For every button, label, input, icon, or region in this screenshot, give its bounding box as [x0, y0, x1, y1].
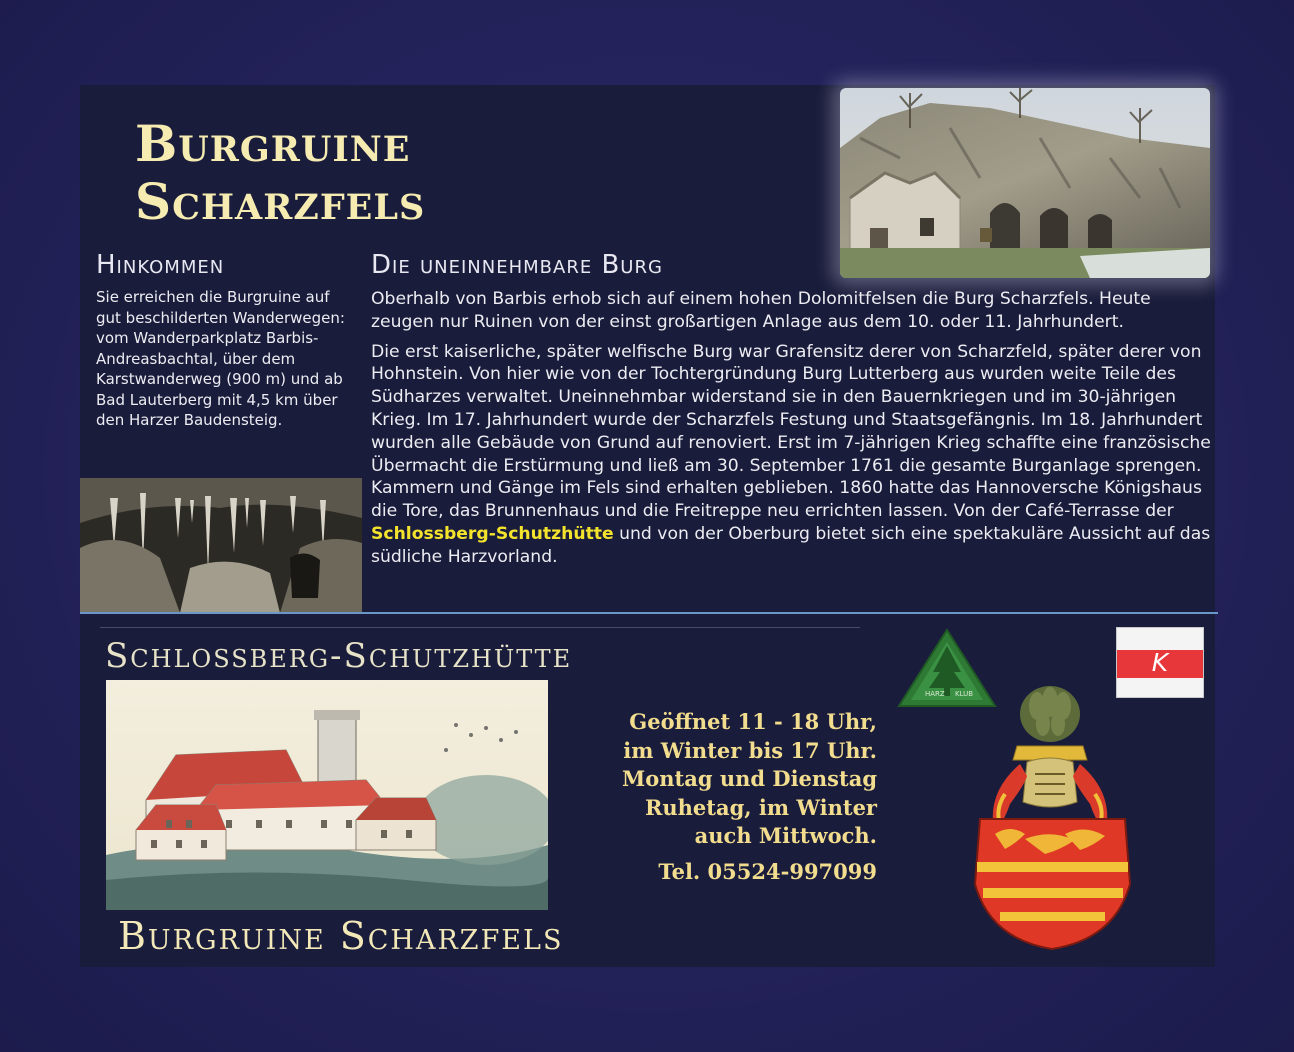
hours-line-5: auch Mittwoch. — [694, 823, 877, 848]
section-heading-history: Die uneinnehmbare Burg — [371, 250, 663, 280]
flag-letter: K — [1151, 648, 1169, 677]
badge-label-left: HARZ — [925, 690, 945, 698]
history-paragraph-2-text: Die erst kaiserliche, später welfische Burg war Grafensitz derer von Scharzfeld, später derer von Hohnstein. Von hier wie von der Tochtergründung Burg Lutterberg aus wurden weite Teile des Südharzes verwaltet. Uneinnehmbar widerstand sie in den Bauernkriegen und im 30-jährigen Krieg. Im 17. Jahrhundert wurde der Scharzfels Festung und Staatsgefängnis. Im 18. Jahrhundert wurden alle Gebäude von Grund auf renoviert. Erst im 7-jährigen Krieg schaffte eine französische Übermacht die Erstürmung und ließ am 30. September 1761 die gesamte Burganlage sprengen. Kammern und Gänge im Fels sind erhalten geblieben. 1860 hatte das Hannoversche Königshaus die Tore, das Brunnenhaus und die Freitreppe neu errichten lassen. Von der Café-Terrasse der — [371, 341, 1211, 522]
directions-text: Sie erreichen die Burgruine auf gut beschilderten Wanderwegen: vom Wanderparkplatz Barbis-Andreasbachtal, über dem Karstwanderweg (900 m) und ab Bad Lauterberg mit 4,5 km über den Harzer Baudensteig. — [96, 288, 345, 429]
title-line-2: Scharzfels — [135, 172, 426, 231]
hours-line-2: im Winter bis 17 Uhr. — [623, 737, 877, 763]
hut-name-highlight: Schlossberg-Schutzhütte — [371, 523, 614, 544]
history-text — [371, 288, 1213, 576]
section-heading-directions: Hinkommen — [96, 250, 225, 280]
phone-number: Tel. 05524-997099 — [658, 858, 877, 884]
page-title — [135, 115, 425, 231]
hours-line-1: Geöffnet 11 - 18 Uhr, — [629, 709, 877, 734]
hut-title: Schlossberg-Schutzhütte — [105, 636, 573, 676]
castle-painting — [106, 680, 548, 910]
history-paragraph-2 — [371, 341, 1213, 569]
history-paragraph-1: Oberhalb von Barbis erhob sich auf einem hohen Dolomitfelsen die Burg Scharzfels. Heute zeugen nur Ruinen von der einst großartigen Anlage aus dem 10. oder 11. Jahrhundert. — [371, 289, 1151, 332]
history-paragraph-2-end: und von der Oberburg bietet sich eine spektakuläre Aussicht auf das südliche Harzvorland. — [371, 523, 1211, 567]
title-line-1: Burgruine — [135, 114, 411, 173]
castle-ruin-photo — [840, 88, 1210, 278]
cave-photo — [80, 478, 362, 613]
section-divider — [80, 612, 1218, 614]
opening-hours — [560, 708, 877, 886]
hours-line-3: Montag und Dienstag — [622, 766, 877, 791]
badge-label-right: KLUB — [955, 690, 974, 698]
hours-line-4: Ruhetag, im Winter — [644, 794, 877, 820]
bottom-title: Burgruine Scharzfels — [118, 914, 564, 958]
coat-of-arms-icon — [965, 684, 1140, 954]
hut-title-rule — [100, 627, 860, 628]
